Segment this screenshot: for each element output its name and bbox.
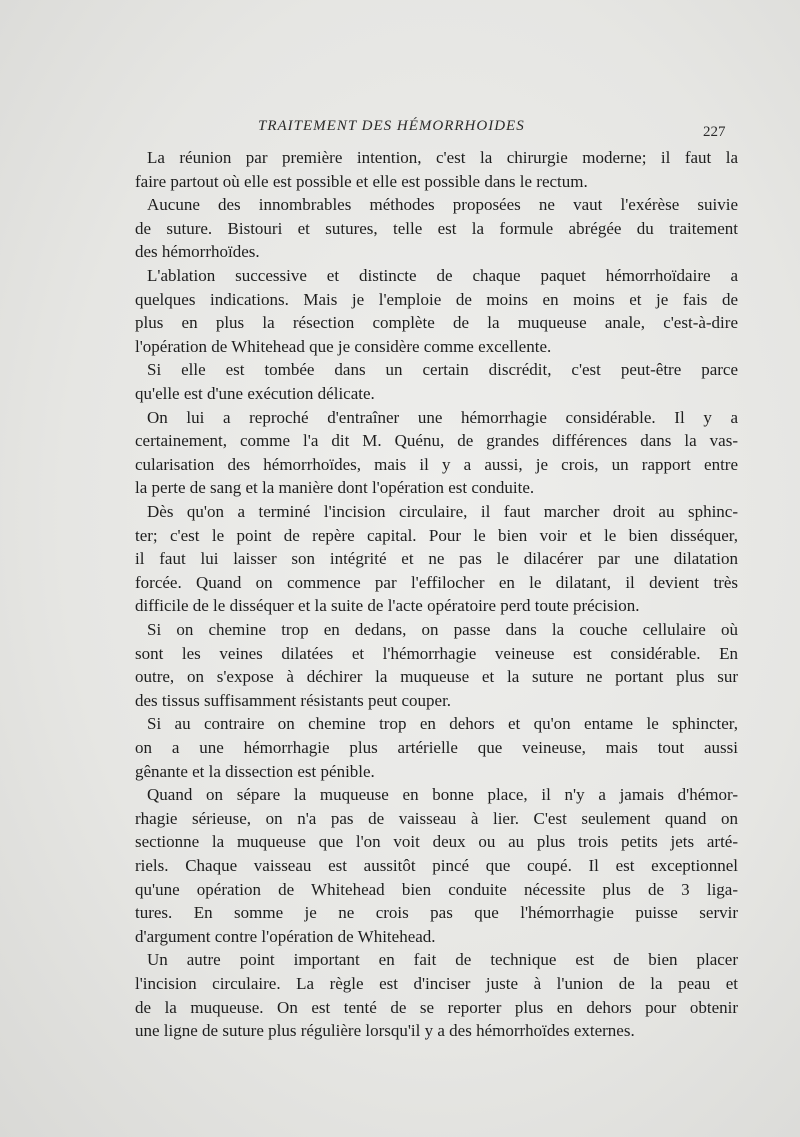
text-line: La réunion par première intention, c'est la chirurgie moderne; il faut la [147,148,738,167]
text-line: Dès qu'on a terminé l'incision circulaire, il faut marcher droit au sphinc- [147,502,738,521]
text-line: On lui a reproché d'entraîner une hémorrhagie considérable. Il y a [147,407,738,427]
text-line: d'argument contre l'opération de Whitehead. [135,926,436,946]
text-line: des tissus suffisamment résistants peut couper. [135,690,452,710]
text-line: difficile de le disséquer et la suite de l'acte opératoire perd toute précision. [135,596,640,616]
text-line: l'opération de Whitehead que je considère comme excellente. [135,336,552,356]
text-line: qu'elle est d'une exécution délicate. [135,384,375,403]
text-line: Si elle est tombée dans un certain discrédit, c'est peut-être parce [147,360,738,380]
text-line: Quand on sépare la muqueuse en bonne place, il n'y a jamais d'hémor- [147,785,738,805]
text-line: forcée. Quand on commence par l'effilocher en le dilatant, il devient très [135,572,738,592]
text-line: gênante et la dissection est pénible. [135,761,375,781]
text-line: Un autre point important en fait de technique est de bien placer [147,950,738,970]
text-line: faire partout où elle est possible et elle est possible dans le rectum. [135,171,588,191]
text-line: L'ablation successive et distincte de chaque paquet hémorrhoïdaire a [147,266,738,285]
text-line: riels. Chaque vaisseau est aussitôt pincé que coupé. Il est exceptionnel [135,856,738,875]
text-line: qu'une opération de Whitehead bien conduite nécessite plus de 3 liga- [135,879,738,899]
text-line: certainement, comme l'a dit M. Quénu, de grandes différences dans la vas- [135,431,738,451]
text-line: la perte de sang et la manière dont l'opération est conduite. [135,478,535,498]
text-line: on a une hémorrhagie plus artérielle que veineuse, mais tout aussi [135,738,738,757]
text-line: sont les veines dilatées et l'hémorrhagie veineuse est considérable. En [135,643,738,663]
text-line: Si au contraire on chemine trop en dehors et qu'on entame le sphincter, [147,714,738,734]
running-head: TRAITEMENT DES HÉMORRHOIDES [258,118,525,134]
text-line: cularisation des hémorrhoïdes, mais il y a aussi, je crois, un rapport entre [135,454,738,474]
text-line: tures. En somme je ne crois pas que l'hémorrhagie puisse servir [135,903,738,923]
text-line: ter; c'est le point de repère capital. Pour le bien voir et le bien disséquer, [135,525,738,545]
text-line: sectionne la muqueuse que l'on voit deux ou au plus trois petits jets arté- [135,832,738,852]
text-line: quelques indications. Mais je l'emploie de moins en moins et je fais de [135,289,738,309]
text-line: outre, on s'expose à déchirer la muqueuse et la suture ne portant plus sur [135,667,738,687]
page-number: 227 [703,124,726,140]
text-line: plus en plus la résection complète de la muqueuse anale, c'est-à-dire [135,313,738,333]
text-line: l'incision circulaire. La règle est d'inciser juste à l'union de la peau et [135,974,738,993]
text-line: rhagie sérieuse, on n'a pas de vaisseau à lier. C'est seulement quand on [135,808,738,828]
text-line: de suture. Bistouri et sutures, telle est la formule abrégée du traitement [135,218,738,238]
text-line: de la muqueuse. On est tenté de se reporter plus en dehors pour obtenir [135,997,738,1017]
text-line: une ligne de suture plus régulière lorsqu'il y a des hémorrhoïdes externes. [135,1021,635,1041]
text-line: Si on chemine trop en dedans, on passe dans la couche cellulaire où [147,620,738,639]
text-line: il faut lui laisser son intégrité et ne pas le dilacérer par une dilatation [135,549,738,569]
text-line: Aucune des innombrables méthodes proposées ne vaut l'exérèse suivie [147,195,738,215]
text-line: des hémorrhoïdes. [135,242,260,262]
